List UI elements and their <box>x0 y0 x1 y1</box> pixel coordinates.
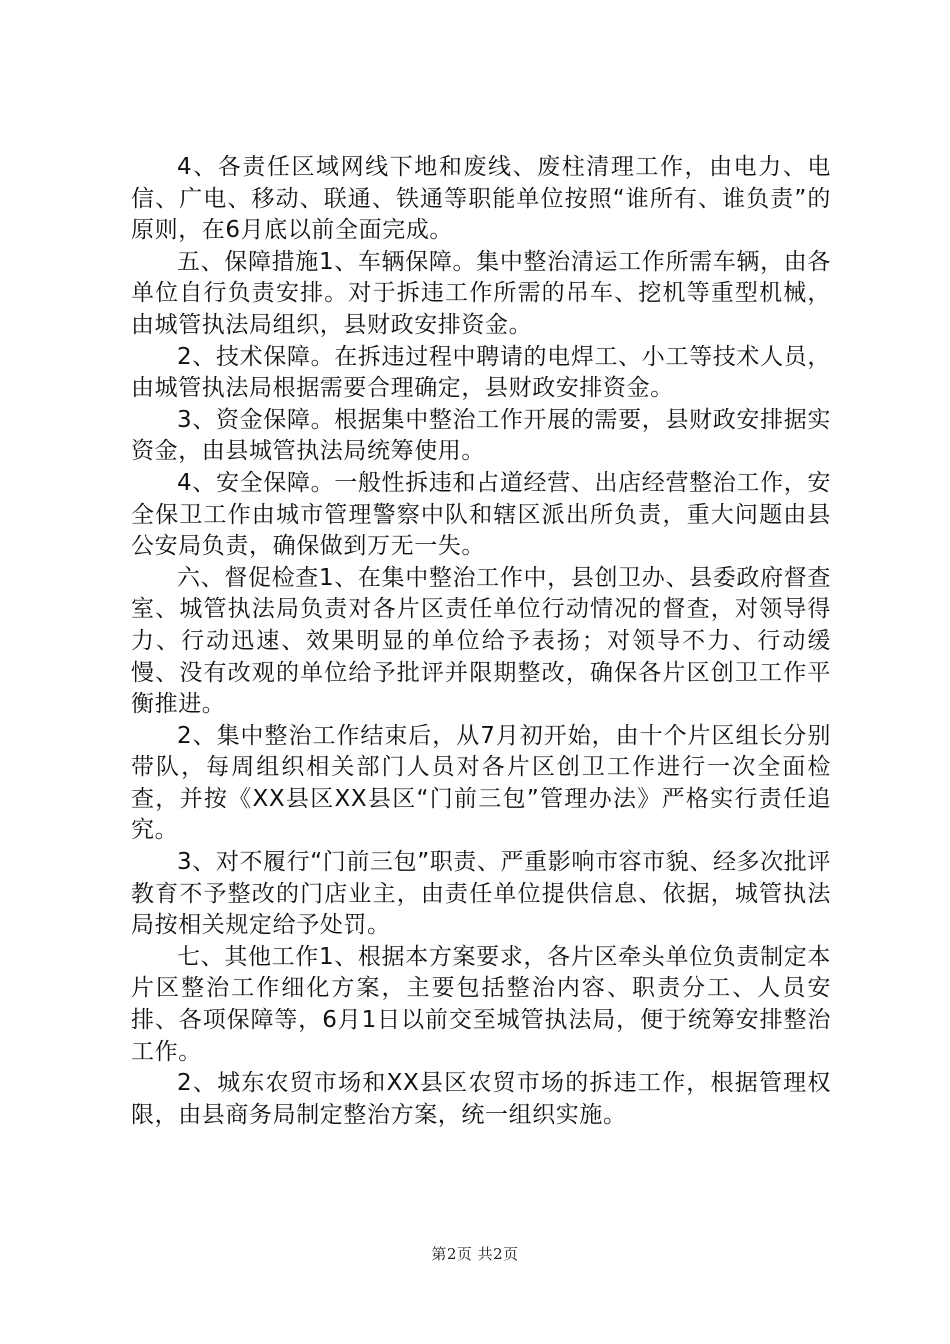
page-number-footer: 第2页 共2页 <box>431 1245 519 1263</box>
paragraph-weekly-inspection: 2、集中整治工作结束后，从7月初开始，由十个片区组长分别带队，每周组织相关部门人员对各片区创卫工作进行一次全面检查，并按《XX县区XX县区“门前三包”管理办法》严格实行责任追究。 <box>131 722 831 844</box>
paragraph-penalties: 3、对不履行“门前三包”职责、严重影响市容市貌、经多次批评教育不予整改的门店业主，由责任单位提供信息、依据，城管执法局按相关规定给予处罚。 <box>131 849 831 939</box>
paragraph-other-work: 七、其他工作1、根据本方案要求，各片区牵头单位负责制定本片区整治工作细化方案，主要包括整治内容、职责分工、人员安排、各项保障等，6月1日以前交至城管执法局，便于统筹安排整治工作。 <box>131 943 831 1065</box>
document-body <box>131 152 831 1131</box>
paragraph-network-lines: 4、各责任区域网线下地和废线、废柱清理工作，由电力、电信、广电、移动、联通、铁通等职能单位按照“谁所有、谁负责”的原则，在6月底以前全面完成。 <box>131 154 831 244</box>
paragraph-vehicle-guarantee: 五、保障措施1、车辆保障。集中整治清运工作所需车辆，由各单位自行负责安排。对于拆违工作所需的吊车、挖机等重型机械，由城管执法局组织，县财政安排资金。 <box>131 248 831 338</box>
paragraph-funding-guarantee: 3、资金保障。根据集中整治工作开展的需要，县财政安排据实资金，由县城管执法局统筹使用。 <box>131 406 831 465</box>
paragraph-market-demolition: 2、城东农贸市场和XX县区农贸市场的拆违工作，根据管理权限，由县商务局制定整治方案，统一组织实施。 <box>131 1070 831 1128</box>
paragraph-safety-guarantee: 4、安全保障。一般性拆违和占道经营、出店经营整治工作，安全保卫工作由城市管理警察中队和辖区派出所负责，重大问题由县公安局负责，确保做到万无一失。 <box>131 469 831 560</box>
paragraph-technical-guarantee: 2、技术保障。在拆违过程中聘请的电焊工、小工等技术人员，由城管执法局根据需要合理确定，县财政安排资金。 <box>131 343 831 402</box>
paragraph-supervision-check: 六、督促检查1、在集中整治工作中，县创卫办、县委政府督查室、城管执法局负责对各片区责任单位行动情况的督查，对领导得力、行动迅速、效果明显的单位给予表扬；对领导不力、行动缓慢、没有改观的单位给予批评并限期整改，确保各片区创卫工作平衡推进。 <box>131 564 831 718</box>
